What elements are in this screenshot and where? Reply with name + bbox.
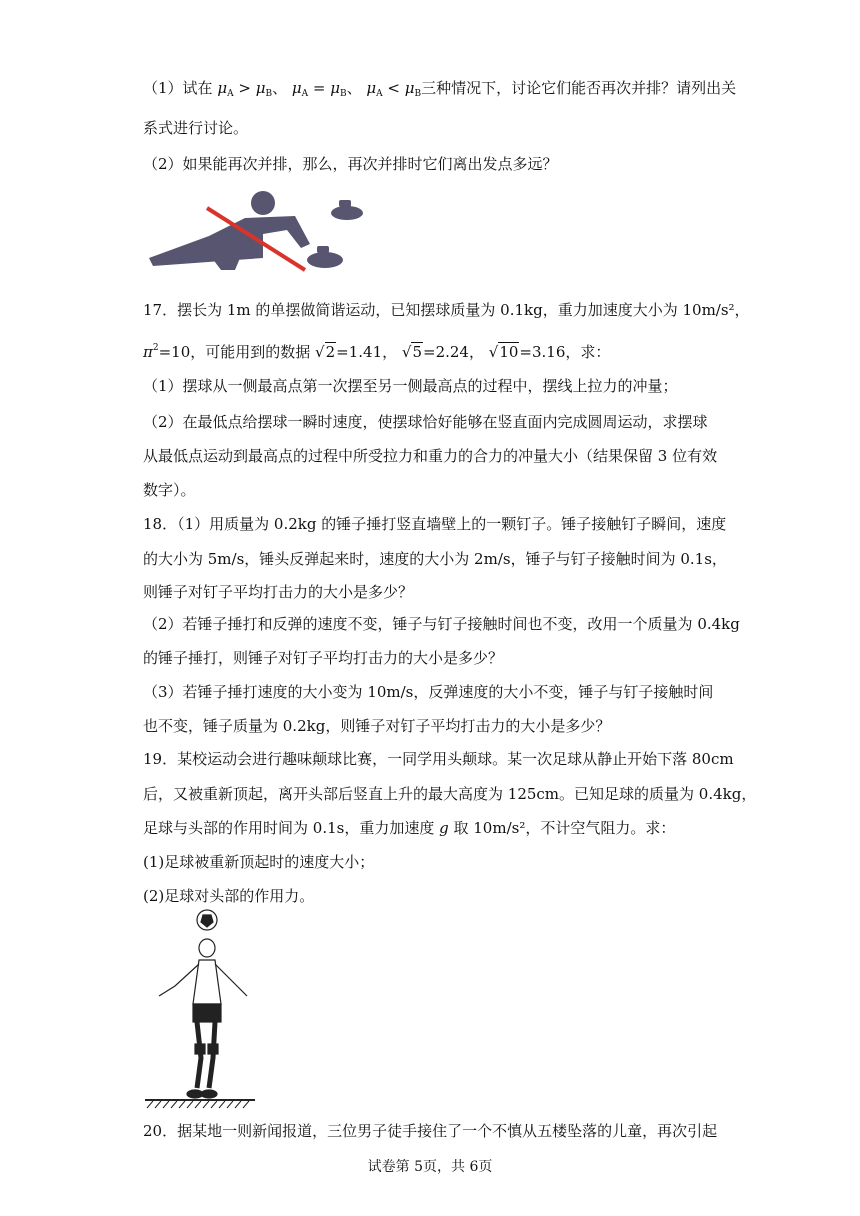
q19-line3 [143,818,675,838]
operator: < [382,79,405,97]
q19-part1: (1)足球被重新顶起时的速度大小； [143,853,375,871]
subscript: B [265,89,273,99]
shoe [201,1090,217,1098]
mu-symbol: μ [291,79,302,97]
text: （1）试在 [143,79,213,97]
head [199,939,215,957]
shorts [193,1004,221,1022]
text: =3.16，求： [519,343,611,361]
q18-part3-line1: （3）若锤子捶打速度的大小变为 10m/s，反弹速度的大小不变，锤子与钉子接触时间 [143,683,714,701]
q18-line1: 18．（1）用质量为 0.2kg 的锤子捶打竖直墙壁上的一颗钉子。锤子接触钉子瞬间，速度 [143,515,727,533]
text: =10，可能用到的数据 [158,343,311,361]
subscript: B [414,89,422,99]
q17-part2-line3: 数字）。 [143,481,196,499]
left-arm [159,964,199,996]
text: 取 10m/s²，不计空气阻力。求： [453,819,676,837]
operator: > [233,79,256,97]
subscript: A [376,89,383,99]
q17-part1: （1）摆球从一侧最高点第一次摆至另一侧最高点的过程中，摆线上拉力的冲量； [143,377,678,395]
stone-2 [307,252,343,268]
pi-symbol: π [143,343,153,361]
sqrt-2: √2 [315,343,336,361]
curling-figure [145,186,365,276]
text: =1.41， [336,343,398,361]
superscript: 2 [152,343,159,353]
q18-part2-line2: 的锤子捶打，则锤子对钉子平均打击力的大小是多少？ [143,649,504,667]
q16-part2: （2）如果能再次并排，那么，再次并排时它们离出发点多远？ [143,155,558,173]
right-leg [209,1022,215,1088]
g-symbol: g [439,819,449,837]
q17-line2 [143,338,610,362]
separator: 、 [346,79,362,97]
heading-ball-figure [143,908,263,1112]
subscript: B [339,89,347,99]
q18-line3: 则锤子对钉子平均打击力的大小是多少？ [143,583,414,601]
ground-hatching [147,1101,249,1108]
text: 足球与头部的作用时间为 0.1s，重力加速度 [143,819,435,837]
q16-part1-line1 [143,78,736,104]
q16-part1-line2: 系式进行讨论。 [143,119,249,137]
radicand: 2 [325,343,336,361]
radicand: 10 [499,343,519,361]
handle [317,246,329,253]
mu-symbol: μ [255,79,266,97]
q19-line2: 后，又被重新顶起，离开头部后竖直上升的最大高度为 125cm。已知足球的质量为 0.4kg， [143,785,757,803]
mu-symbol: μ [330,79,340,97]
q20-line1: 20．据某地一则新闻报道，三位男子徒手接住了一个不慎从五楼坠落的儿童，再次引起 [143,1122,718,1140]
knee-pad [208,1044,218,1054]
q17-line1: 17．摆长为 1m 的单摆做简谐运动，已知摆球质量为 0.1kg，重力加速度大小为 10m/s²， [143,301,750,319]
text: 三种情况下，讨论它们能否再次并排？请列出关 [421,79,737,97]
mu-symbol: μ [217,79,228,97]
knee-pad [195,1044,205,1054]
left-leg [197,1022,201,1088]
q18-part3-line2: 也不变，锤子质量为 0.2kg，则锤子对钉子平均打击力的大小是多少？ [143,717,611,735]
sqrt-5: √5 [401,343,422,361]
head [251,191,275,215]
q17-part2-line1: （2）在最低点给摆球一瞬时速度，使摆球恰好能够在竖直面内完成圆周运动，求摆球 [143,413,708,431]
page-footer: 试卷第 5页，共 6页 [367,1159,493,1175]
text: =2.24， [423,343,484,361]
subscript: A [227,89,234,99]
q19-part2: (2)足球对头部的作用力。 [143,887,315,905]
subscript: A [301,89,309,99]
mu-symbol: μ [366,79,377,97]
q18-line2: 的大小为 5m/s，锤头反弹起来时，速度的大小为 2m/s，锤子与钉子接触时间为 0.1s， [143,550,727,568]
q17-part2-line2: 从最低点运动到最高点的过程中所受拉力和重力的合力的冲量大小（结果保留 3 位有效 [143,447,718,465]
operator: = [308,79,331,97]
sqrt-10: √10 [488,343,519,361]
mu-symbol: μ [404,79,415,97]
separator: 、 [272,79,288,97]
q18-part2-line1: （2）若锤子捶打和反弹的速度不变，锤子与钉子接触时间也不变，改用一个质量为 0.4kg [143,615,740,633]
radicand: 5 [412,343,422,361]
handle [339,200,351,207]
stone-1 [331,206,363,220]
q19-line1: 19．某校运动会进行趣味颠球比赛，一同学用头颠球。某一次足球从静止开始下落 80cm [143,750,734,768]
